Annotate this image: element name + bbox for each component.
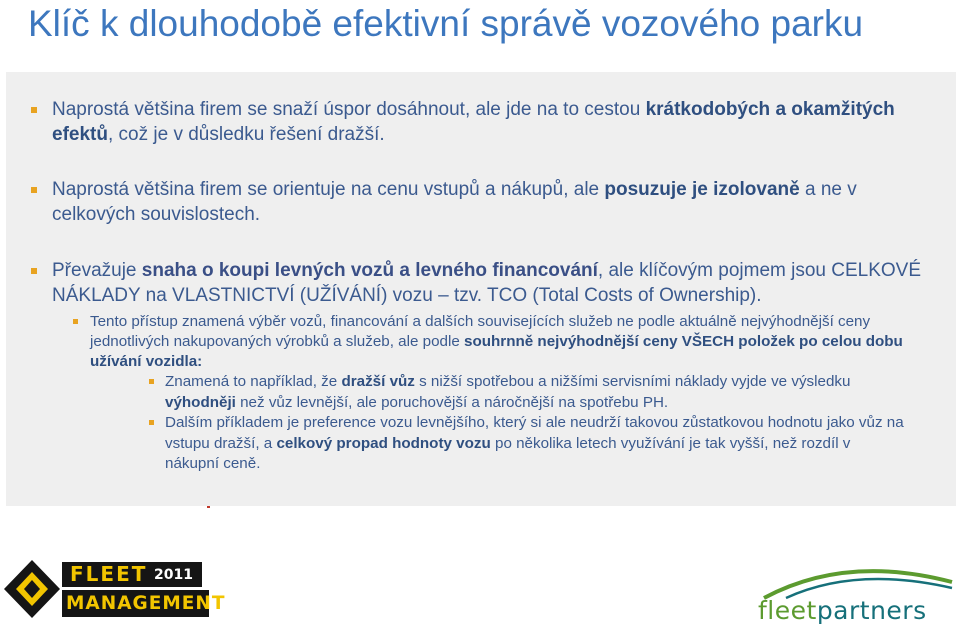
sub-bullet-approach <box>90 312 910 372</box>
fleet-management-logo <box>4 558 226 620</box>
sub-sub-bullet-text: Dalším příkladem je preference vozu levnějšího, který si ale neudrží takovou zůstatkovou hodnotu jako vůz na vstupu dražší, a <box>165 414 904 452</box>
bullet-item-short-term-effects <box>52 97 932 147</box>
fleet-management-year: 2011 <box>154 567 193 583</box>
content-panel <box>6 72 956 506</box>
bullet-text: , ale klíčovým pojmem jsou CELKOVÉ NÁKLADY na VLASTNICTVÍ (UŽÍVÁNÍ) vozu – tzv. TCO (Total Costs of Ownership). <box>52 260 922 306</box>
fleetpartners-arc-icon <box>756 560 956 600</box>
bullet-bold-text: krátkodobých a okamžitých efektů <box>52 99 895 145</box>
sub-sub-bullet-text: než vůz levnější, ale poruchovější a náročnější na spotřebu PH. <box>235 393 669 411</box>
fleetpartners-logo <box>756 560 956 626</box>
fleet-management-diamond-icon <box>4 558 64 620</box>
sub-sub-bullet-expensive-car <box>165 372 905 413</box>
bullet-text: a ne v celkových souvislostech. <box>52 179 857 225</box>
fleet-management-line2: MANAGEMENT <box>66 593 226 614</box>
sub-bullet-text: Tento přístup znamená výběr vozů, financování a dalších souvisejících služeb ne podle aktuálně nejvýhodnější ceny jednotlivých nakupovaných výrobků a služeb, ale podle <box>90 313 871 350</box>
fleet-management-line1: FLEET <box>70 562 148 586</box>
fleetpartners-wordmark-partners: partners <box>816 596 927 625</box>
sub-sub-bullet-text: po několika letech využívání je tak vyšší, než rozdíl v nákupní ceně. <box>165 434 851 472</box>
sub-sub-bullet-residual-value <box>165 413 905 475</box>
sub-bullet-bold-text: souhrnně nejvýhodnější ceny VŠECH položek po celou dobu užívání vozidla: <box>90 333 903 370</box>
bullet-bold-text: snaha o koupi levných vozů a levného financování <box>141 260 598 281</box>
page-title: Klíč k dlouhodobě efektivní správě vozového parku <box>28 3 864 44</box>
bullet-text: Naprostá většina firem se snaží úspor dosáhnout, ale jde na to cestou <box>52 99 646 120</box>
fleetpartners-wordmark <box>758 596 927 626</box>
sub-sub-bullet-text: Znamená to například, že <box>165 373 342 390</box>
sub-sub-bullet-bold-text: celkový propad hodnoty vozu <box>276 434 491 452</box>
sub-sub-bullet-bold-text: dražší vůz <box>341 373 415 390</box>
bullet-bold-text: posuzuje je izolovaně <box>604 179 800 200</box>
bullet-text: Převažuje <box>52 260 142 281</box>
bullet-text: , což je v důsledku řešení dražší. <box>107 124 385 145</box>
sub-sub-bullet-bold-text: výhodněji <box>165 393 236 411</box>
fleetpartners-wordmark-fleet: fleet <box>758 596 817 625</box>
divider-mark <box>207 506 210 508</box>
bullet-text: Naprostá většina firem se orientuje na cenu vstupů a nákupů, ale <box>52 179 605 200</box>
bullet-item-tco <box>52 258 932 308</box>
sub-sub-bullet-text: s nižší spotřebou a nižšími servisními náklady vyjde ve výsledku <box>414 373 851 390</box>
bullet-item-isolated-evaluation <box>52 177 932 227</box>
